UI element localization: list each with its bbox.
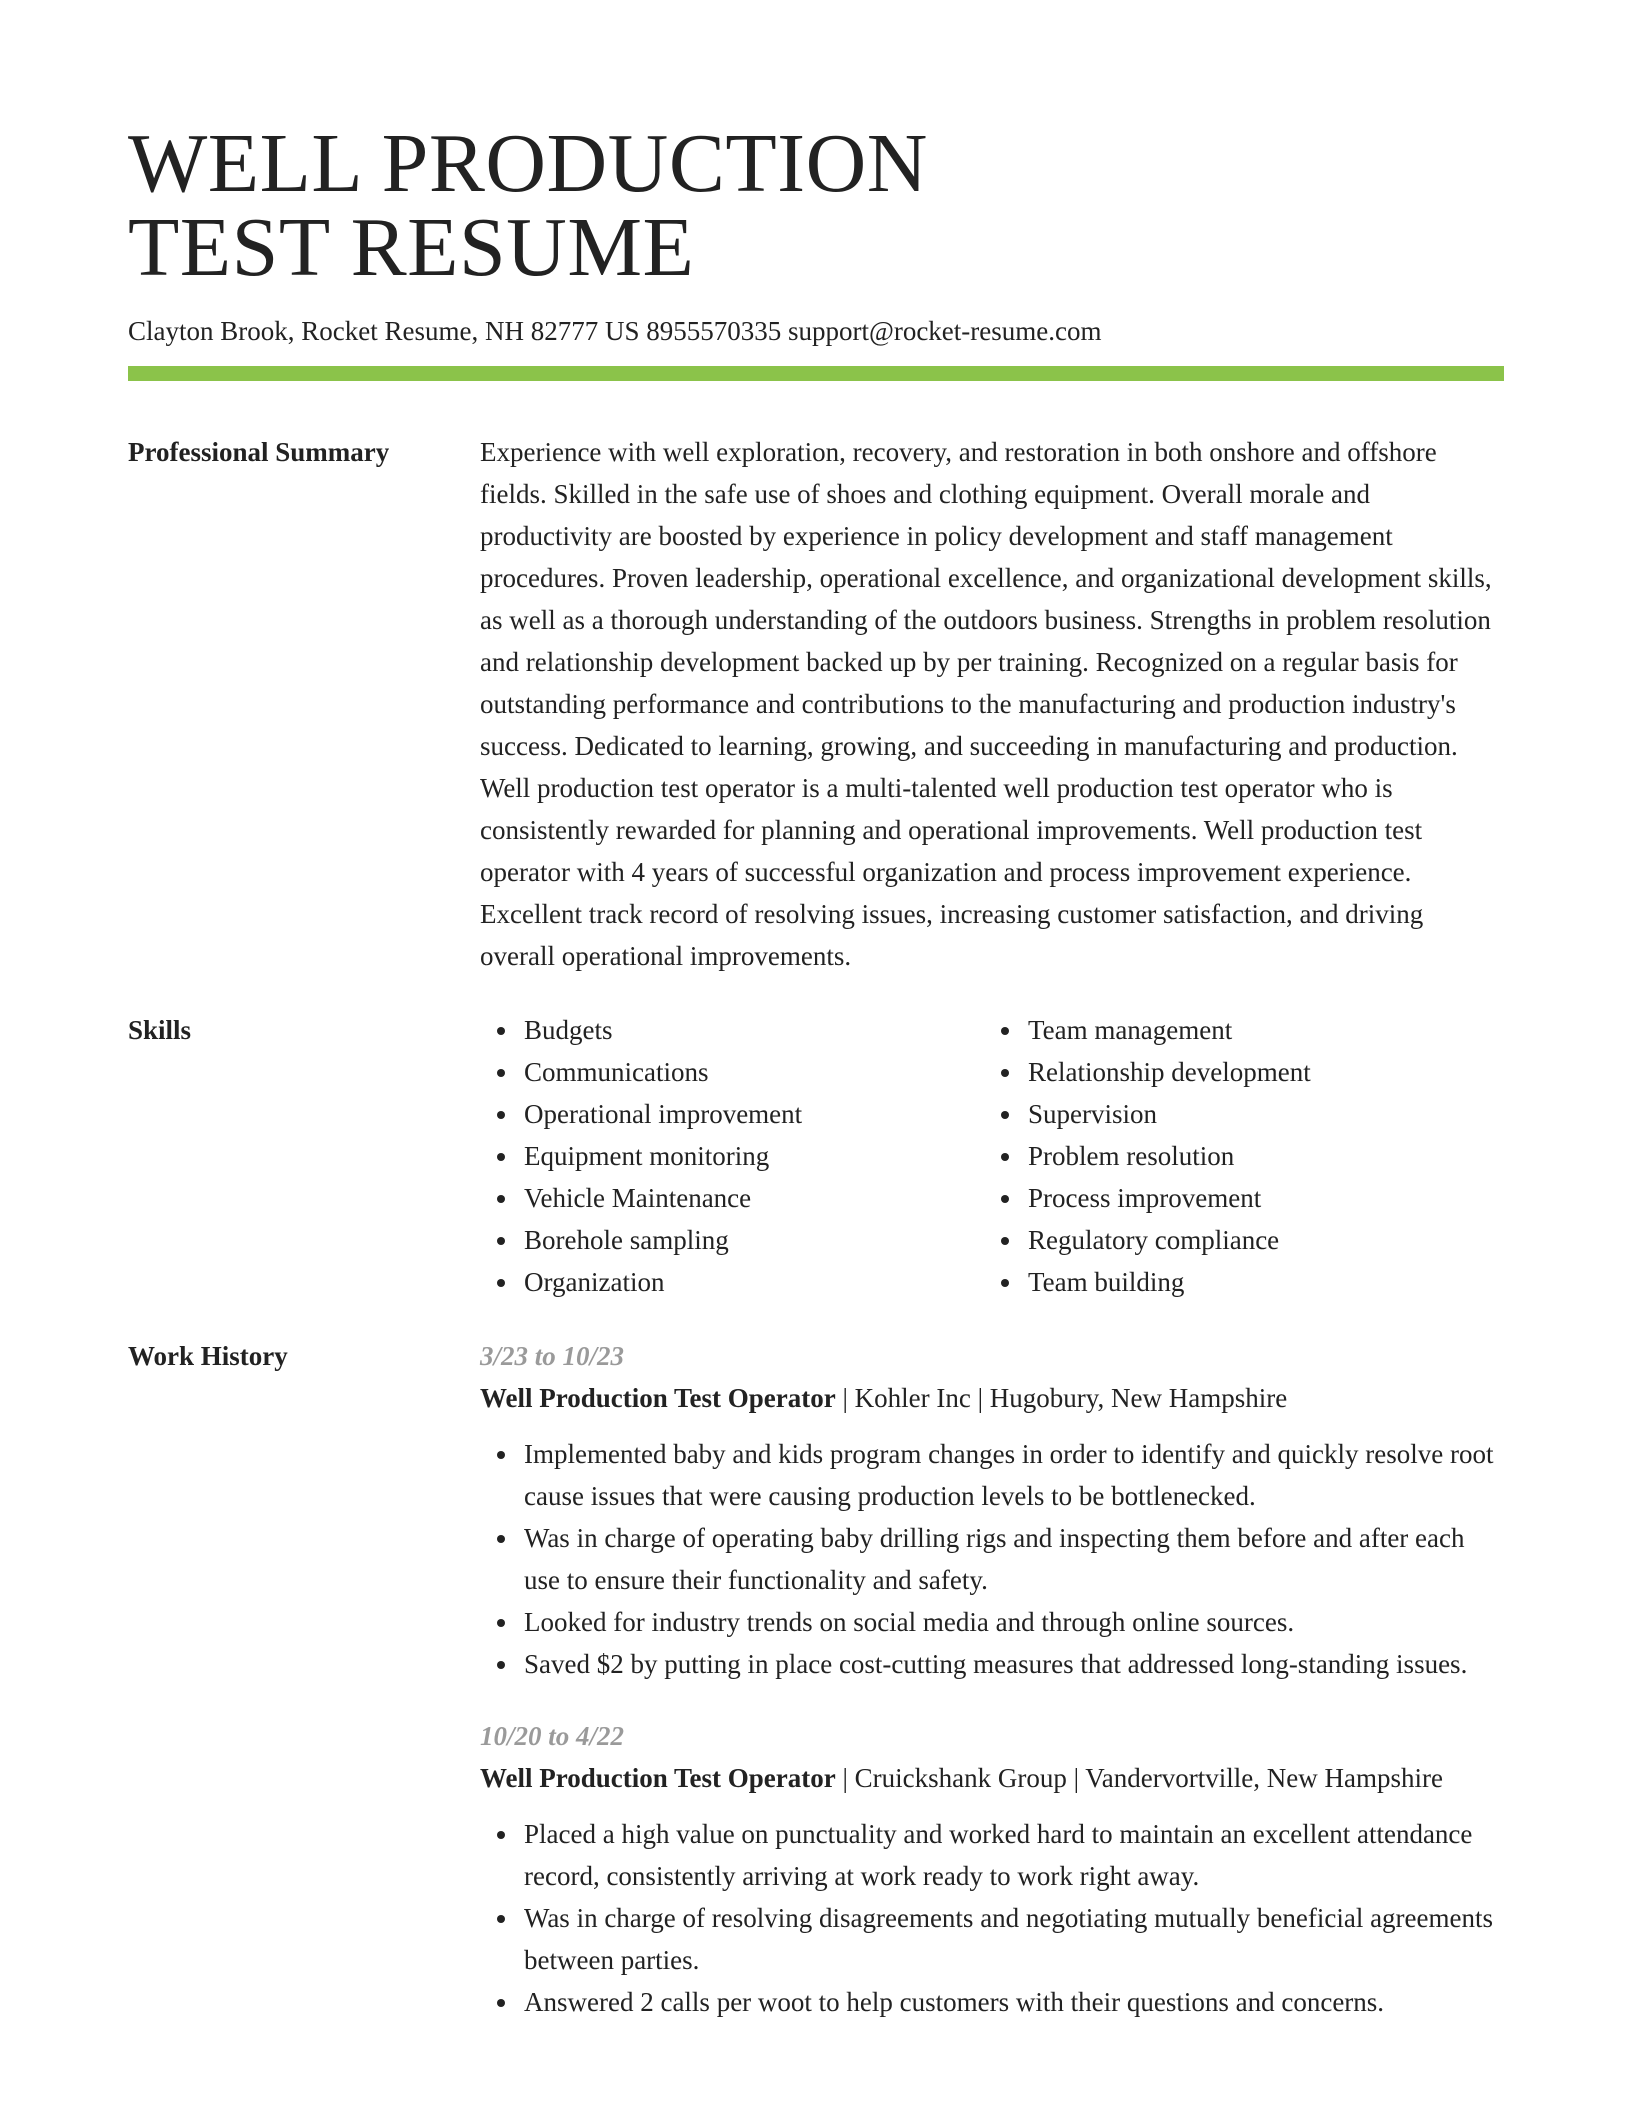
job-title: Well Production Test Operator xyxy=(480,1763,836,1793)
job-details: | Cruickshank Group | Vandervortville, New Hampshire xyxy=(835,1763,1443,1793)
job-title: Well Production Test Operator xyxy=(480,1383,836,1413)
skill-item: Borehole sampling xyxy=(480,1219,984,1261)
work-history-heading: Work History xyxy=(128,1341,288,1371)
skill-item: Team building xyxy=(984,1261,1488,1303)
job-dates: 3/23 to 10/23 xyxy=(480,1341,625,1371)
job-bullets xyxy=(480,1433,1504,1685)
skill-item: Process improvement xyxy=(984,1177,1488,1219)
job-bullet: Implemented baby and kids program changes in order to identify and quickly resolve root cause issues that were causing production levels to be bottlenecked. xyxy=(480,1433,1504,1517)
accent-divider xyxy=(128,366,1504,381)
summary-section xyxy=(128,431,1504,977)
skill-item: Team management xyxy=(984,1009,1488,1051)
skills-list-left xyxy=(480,1009,984,1303)
skill-item: Operational improvement xyxy=(480,1093,984,1135)
job-bullet: Was in charge of resolving disagreements and negotiating mutually beneficial agreements between parties. xyxy=(480,1897,1504,1981)
job-bullet: Looked for industry trends on social media and through online sources. xyxy=(480,1601,1504,1643)
job-heading xyxy=(480,1377,1504,1419)
job-bullets xyxy=(480,1813,1504,2023)
resume-page xyxy=(128,0,1504,2053)
skill-item: Regulatory compliance xyxy=(984,1219,1488,1261)
skill-item: Relationship development xyxy=(984,1051,1488,1093)
skill-item: Equipment monitoring xyxy=(480,1135,984,1177)
resume-title-line-2: TEST RESUME xyxy=(128,201,695,294)
skills-heading: Skills xyxy=(128,1015,192,1045)
resume-title-line-1: WELL PRODUCTION xyxy=(128,117,928,210)
skills-list-right xyxy=(984,1009,1488,1303)
job-dates: 10/20 to 4/22 xyxy=(480,1721,625,1751)
summary-body xyxy=(480,431,1504,977)
resume-title xyxy=(128,0,1504,294)
job-entry xyxy=(480,1715,1504,2023)
skill-item: Problem resolution xyxy=(984,1135,1488,1177)
job-bullet: Answered 2 calls per woot to help customers with their questions and concerns. xyxy=(480,1981,1504,2023)
skills-section xyxy=(128,1009,1504,1303)
skill-item: Supervision xyxy=(984,1093,1488,1135)
contact-info: Clayton Brook, Rocket Resume, NH 82777 US 8955570335 support@rocket-resume.com xyxy=(128,316,1102,346)
work-history-body xyxy=(480,1335,1504,2053)
job-entry xyxy=(480,1335,1504,1685)
skill-item: Budgets xyxy=(480,1009,984,1051)
skills-columns xyxy=(480,1009,1504,1303)
job-details: | Kohler Inc | Hugobury, New Hampshire xyxy=(835,1383,1288,1413)
skill-item: Organization xyxy=(480,1261,984,1303)
job-bullet: Saved $2 by putting in place cost-cutting measures that addressed long-standing issues. xyxy=(480,1643,1504,1685)
skill-item: Vehicle Maintenance xyxy=(480,1177,984,1219)
job-bullet: Was in charge of operating baby drilling rigs and inspecting them before and after each use to ensure their functionality and safety. xyxy=(480,1517,1504,1601)
skill-item: Communications xyxy=(480,1051,984,1093)
summary-heading: Professional Summary xyxy=(128,437,390,467)
work-history-section xyxy=(128,1335,1504,2053)
job-bullet: Placed a high value on punctuality and worked hard to maintain an excellent attendance record, consistently arriving at work ready to work right away. xyxy=(480,1813,1504,1897)
summary-text: Experience with well exploration, recovery, and restoration in both onshore and offshore fields. Skilled in the safe use of shoes and clothing equipment. Overall morale and productivity are boosted by experience in policy development and staff management procedures. Proven leadership, operational excellence, and organizational development skills, as well as a thorough understanding of the outdoors business. Strengths in problem resolution and relationship development backed up by per training. Recognized on a regular basis for outstanding performance and contributions to the manufacturing and production industry's success. Dedicated to learning, growing, and succeeding in manufacturing and production. Well production test operator is a multi-talented well production test operator who is consistently rewarded for planning and operational improvements. Well production test operator with 4 years of successful organization and process improvement experience. Excellent track record of resolving issues, increasing customer satisfaction, and driving overall operational improvements. xyxy=(480,437,1492,971)
job-heading xyxy=(480,1757,1504,1799)
